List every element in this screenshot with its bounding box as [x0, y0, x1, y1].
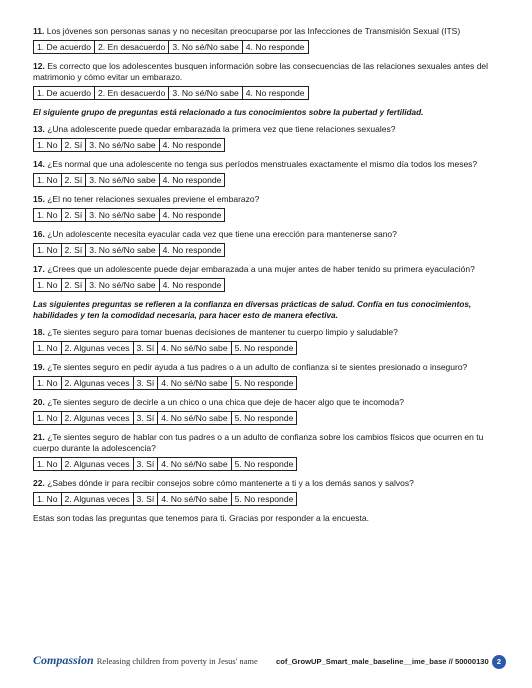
closing-message: Estas son todas las preguntas que tenemos para ti. Gracias por responder a la encuesta.: [33, 513, 369, 523]
answer-option[interactable]: 2. Algunas veces: [62, 412, 134, 424]
answer-options: [33, 138, 225, 152]
answer-option[interactable]: 4. No responde: [162, 140, 222, 150]
answer-option[interactable]: 3. No sé/No sabe: [86, 279, 159, 291]
question-number: 21.: [33, 432, 45, 442]
question-label: ¿Te sientes seguro de hablar con tus padres o a un adulto de confianza sobre los cambios físicos que ocurren en tu cuerpo durante la adolescencia?: [33, 432, 484, 453]
answer-option[interactable]: 2. Sí: [62, 209, 87, 221]
question-text: [33, 26, 503, 37]
compassion-logo-mark: Compassion: [33, 653, 94, 667]
answer-option[interactable]: 3. Sí: [134, 377, 159, 389]
answer-option[interactable]: 2. Algunas veces: [62, 493, 134, 505]
answer-option[interactable]: 5. No responde: [234, 494, 294, 504]
answer-option[interactable]: 2. Sí: [62, 174, 87, 186]
question-item: [33, 26, 503, 54]
answer-options: [33, 376, 297, 390]
answer-option[interactable]: 1. No: [34, 139, 62, 151]
question-label: Es correcto que los adolescentes busquen información sobre las consecuencias de las relaciones sexuales antes del matrimonio y cómo evitar un embarazo.: [33, 61, 489, 82]
answer-option[interactable]: 1. No: [34, 244, 62, 256]
answer-option[interactable]: 1. No: [34, 412, 62, 424]
question-item: [33, 159, 503, 187]
question-number: 13.: [33, 124, 45, 134]
answer-option[interactable]: 2. Algunas veces: [62, 458, 134, 470]
question-label: Los jóvenes son personas sanas y no necesitan preocuparse por las Infecciones de Transmisión Sexual (ITS): [46, 26, 461, 36]
answer-option[interactable]: 5. No responde: [234, 413, 294, 423]
question-number: 17.: [33, 264, 45, 274]
question-item: [33, 397, 503, 425]
question-number: 15.: [33, 194, 45, 204]
answer-options: [33, 86, 309, 100]
document-id: cof_GrowUP_Smart_male_baseline__ime_base // 50000130: [276, 657, 489, 666]
answer-option[interactable]: 2. En desacuerdo: [95, 87, 169, 99]
question-text: [33, 159, 503, 170]
answer-option[interactable]: 3. No sé/No sabe: [86, 139, 159, 151]
survey-content: [33, 26, 503, 524]
answer-option[interactable]: 4. No responde: [162, 245, 222, 255]
answer-option[interactable]: 4. No responde: [245, 88, 305, 98]
compassion-logo: [33, 653, 258, 668]
question-label: ¿Sabes dónde ir para recibir consejos sobre cómo mantenerte a ti y a los demás sanos y salvos?: [47, 478, 414, 488]
question-text: [33, 397, 503, 408]
question-text: [33, 61, 503, 83]
question-item: [33, 362, 503, 390]
question-label: ¿Te sientes seguro de decirle a un chico o una chica que deje de hacer algo que te incomoda?: [47, 397, 404, 407]
answer-option[interactable]: 2. Algunas veces: [62, 342, 134, 354]
question-text: [33, 264, 503, 275]
answer-options: [33, 411, 297, 425]
answer-option[interactable]: 4. No sé/No sabe: [158, 412, 231, 424]
question-text: [33, 327, 503, 338]
answer-option[interactable]: 2. Sí: [62, 279, 87, 291]
question-number: 12.: [33, 61, 45, 71]
answer-option[interactable]: 3. No sé/No sabe: [86, 174, 159, 186]
question-label: ¿Crees que un adolescente puede dejar embarazada a una mujer antes de haber tenido su primera eyaculación?: [47, 264, 475, 274]
question-label: ¿Es normal que una adolescente no tenga sus períodos menstruales exactamente el mismo día todos los meses?: [47, 159, 478, 169]
question-text: [33, 478, 503, 489]
question-label: ¿Te sientes seguro para tomar buenas decisiones de mantener tu cuerpo limpio y saludable?: [47, 327, 398, 337]
answer-option[interactable]: 2. Sí: [62, 244, 87, 256]
answer-option[interactable]: 4. No sé/No sabe: [158, 458, 231, 470]
answer-option[interactable]: 2. Algunas veces: [62, 377, 134, 389]
answer-options: [33, 40, 309, 54]
answer-option[interactable]: 5. No responde: [234, 459, 294, 469]
answer-option[interactable]: 4. No responde: [162, 210, 222, 220]
answer-options: [33, 173, 225, 187]
answer-option[interactable]: 3. Sí: [134, 493, 159, 505]
question-label: ¿El no tener relaciones sexuales previene el embarazo?: [47, 194, 260, 204]
page-number-badge: 2: [492, 655, 506, 669]
answer-option[interactable]: 5. No responde: [234, 378, 294, 388]
answer-option[interactable]: 3. No sé/No sabe: [86, 209, 159, 221]
answer-option[interactable]: 3. Sí: [134, 342, 159, 354]
answer-option[interactable]: 4. No responde: [245, 42, 305, 52]
answer-option[interactable]: 2. Sí: [62, 139, 87, 151]
question-text: [33, 362, 503, 373]
answer-option[interactable]: 5. No responde: [234, 343, 294, 353]
answer-option[interactable]: 1. De acuerdo: [34, 41, 95, 53]
answer-option[interactable]: 2. En desacuerdo: [95, 41, 169, 53]
question-text: [33, 194, 503, 205]
answer-options: [33, 278, 225, 292]
answer-options: [33, 243, 225, 257]
answer-option[interactable]: 1. No: [34, 493, 62, 505]
question-text: [33, 124, 503, 135]
question-item: [33, 478, 503, 506]
answer-option[interactable]: 1. No: [34, 458, 62, 470]
answer-option[interactable]: 1. No: [34, 279, 62, 291]
question-number: 18.: [33, 327, 45, 337]
answer-options: [33, 457, 297, 471]
question-number: 14.: [33, 159, 45, 169]
answer-option[interactable]: 1. No: [34, 174, 62, 186]
answer-option[interactable]: 4. No sé/No sabe: [158, 377, 231, 389]
question-number: 19.: [33, 362, 45, 372]
question-item: [33, 264, 503, 292]
question-number: 16.: [33, 229, 45, 239]
question-item: [33, 124, 503, 152]
question-item: [33, 432, 503, 471]
answer-option[interactable]: 1. No: [34, 342, 62, 354]
question-number: 20.: [33, 397, 45, 407]
answer-option[interactable]: 3. No sé/No sabe: [86, 244, 159, 256]
answer-option[interactable]: 1. No: [34, 209, 62, 221]
answer-option[interactable]: 3. No sé/No sabe: [169, 41, 242, 53]
answer-options: [33, 492, 297, 506]
answer-options: [33, 341, 297, 355]
answer-option[interactable]: 4. No responde: [162, 175, 222, 185]
question-label: ¿Te sientes seguro en pedir ayuda a tus padres o a un adulto de confianza si te sientes presionado o inseguro?: [47, 362, 468, 372]
question-text: [33, 432, 503, 454]
answer-option[interactable]: 3. Sí: [134, 412, 159, 424]
answer-option[interactable]: 1. De acuerdo: [34, 87, 95, 99]
question-item: [33, 194, 503, 222]
question-text: [33, 229, 503, 240]
section-intro-confidence: Las siguientes preguntas se refieren a la confianza en diversas prácticas de salud. Confía en tus conocimientos, habilidades y ten la comodidad necesaria, para hacer esto de manera efectiva.: [33, 300, 472, 320]
page-footer: [0, 648, 532, 678]
answer-options: [33, 208, 225, 222]
question-item: [33, 61, 503, 100]
answer-option[interactable]: 4. No responde: [162, 280, 222, 290]
question-number: 22.: [33, 478, 45, 488]
question-number: 11.: [33, 26, 45, 36]
question-label: ¿Una adolescente puede quedar embarazada la primera vez que tiene relaciones sexuales?: [47, 124, 396, 134]
answer-option[interactable]: 4. No sé/No sabe: [158, 493, 231, 505]
answer-option[interactable]: 1. No: [34, 377, 62, 389]
answer-option[interactable]: 3. Sí: [134, 458, 159, 470]
answer-option[interactable]: 3. No sé/No sabe: [169, 87, 242, 99]
question-item: [33, 229, 503, 257]
answer-option[interactable]: 4. No sé/No sabe: [158, 342, 231, 354]
section-intro-puberty: El siguiente grupo de preguntas está relacionado a tus conocimientos sobre la pubertad y fertilidad.: [33, 108, 424, 117]
question-label: ¿Un adolescente necesita eyacular cada vez que tiene una erección para mantenerse sano?: [47, 229, 397, 239]
logo-tagline: Releasing children from poverty in Jesus' name: [96, 655, 258, 666]
question-item: [33, 327, 503, 355]
